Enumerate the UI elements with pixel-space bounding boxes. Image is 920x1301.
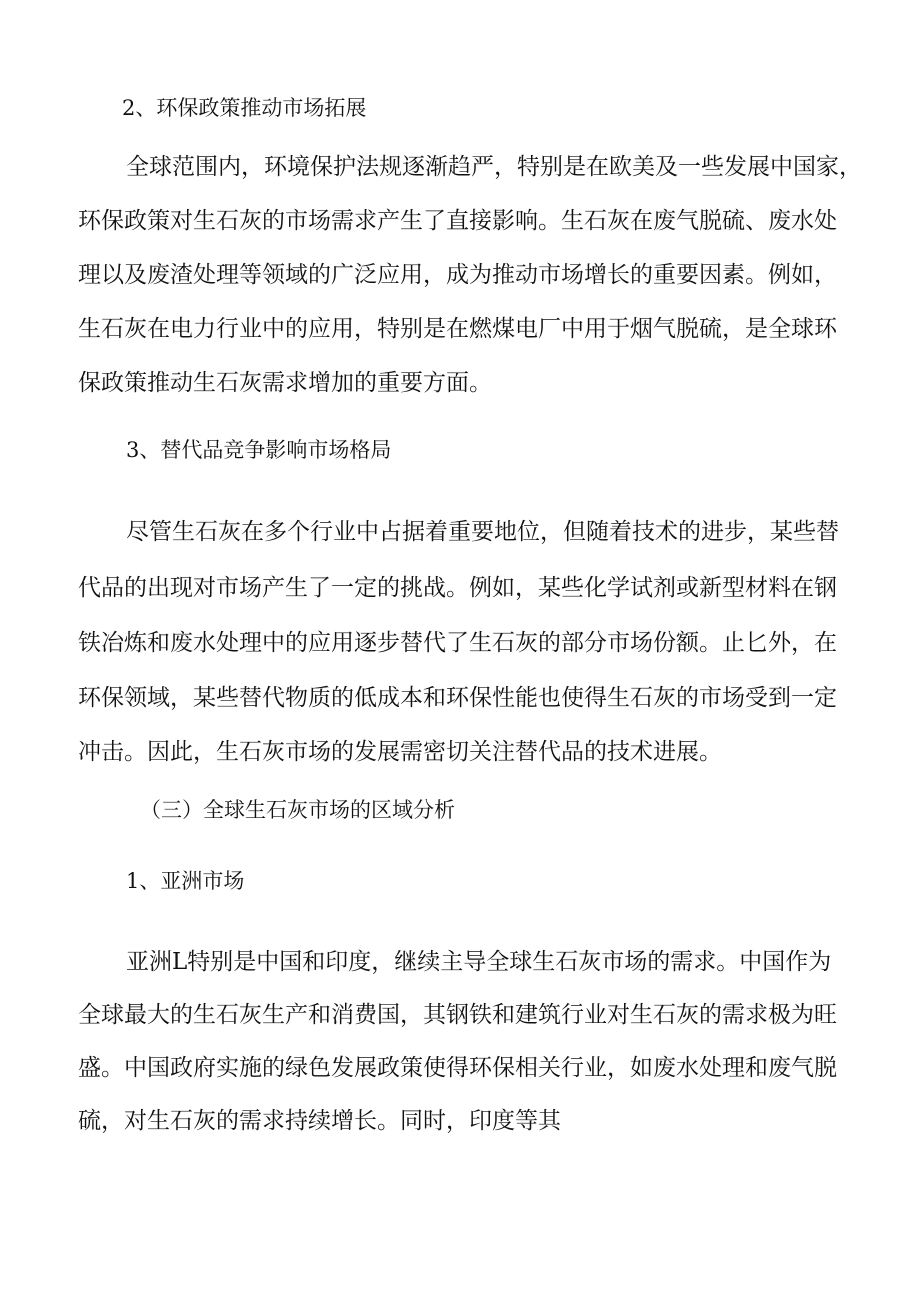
paragraph-line: 冲击。因此，生石灰市场的发展需密切关注替代品的技术进展。 <box>78 739 722 765</box>
paragraph-line: 代品的出现对市场产生了一定的挑战。例如，某些化学试剂或新型材料在钢 <box>78 575 837 601</box>
paragraph-line: 全球范围内，环境保护法规逐渐趋严，特别是在欧美及一些发展中国家， <box>126 154 862 180</box>
paragraph-line: 硫，对生石灰的需求持续增长。同时，印度等其 <box>78 1108 561 1134</box>
paragraph-line: 环保政策对生石灰的市场需求产生了直接影响。生石灰在废气脱硫、废水处 <box>78 208 837 234</box>
paragraph-line: 理以及废渣处理等领域的广泛应用，成为推动市场增长的重要因素。例如， <box>78 262 837 288</box>
section-heading-asia-market: 1、亚洲市场 <box>126 869 245 893</box>
paragraph-line: 盛。中国政府实施的绿色发展政策使得环保相关行业，如废水处理和废气脱 <box>78 1055 837 1081</box>
paragraph-line: 铁冶炼和废水处理中的应用逐步替代了生石灰的部分市场份额。止匕外，在 <box>78 630 837 656</box>
paragraph-line: 生石灰在电力行业中的应用，特别是在燃煤电厂中用于烟气脱硫，是全球环 <box>78 316 837 342</box>
section-heading-environmental-policy: 2、环保政策推动市场拓展 <box>122 96 367 120</box>
paragraph-line: 尽管生石灰在多个行业中占据着重要地位，但随着技术的进步，某些替 <box>126 519 839 545</box>
paragraph-line: 保政策推动生石灰需求增加的重要方面。 <box>78 370 492 396</box>
part-heading-regional-analysis: （三）全球生石灰市场的区域分析 <box>140 798 455 822</box>
paragraph-line: 全球最大的生石灰生产和消费国，其钢铁和建筑行业对生石灰的需求极为旺 <box>78 1002 837 1028</box>
section-heading-substitutes: 3、替代品竞争影响市场格局 <box>126 438 392 462</box>
paragraph-line: 亚洲L特别是中国和印度，继续主导全球生石灰市场的需求。中国作为 <box>126 949 832 975</box>
paragraph-line: 环保领域，某些替代物质的低成本和环保性能也使得生石灰的市场受到一定 <box>78 685 837 711</box>
